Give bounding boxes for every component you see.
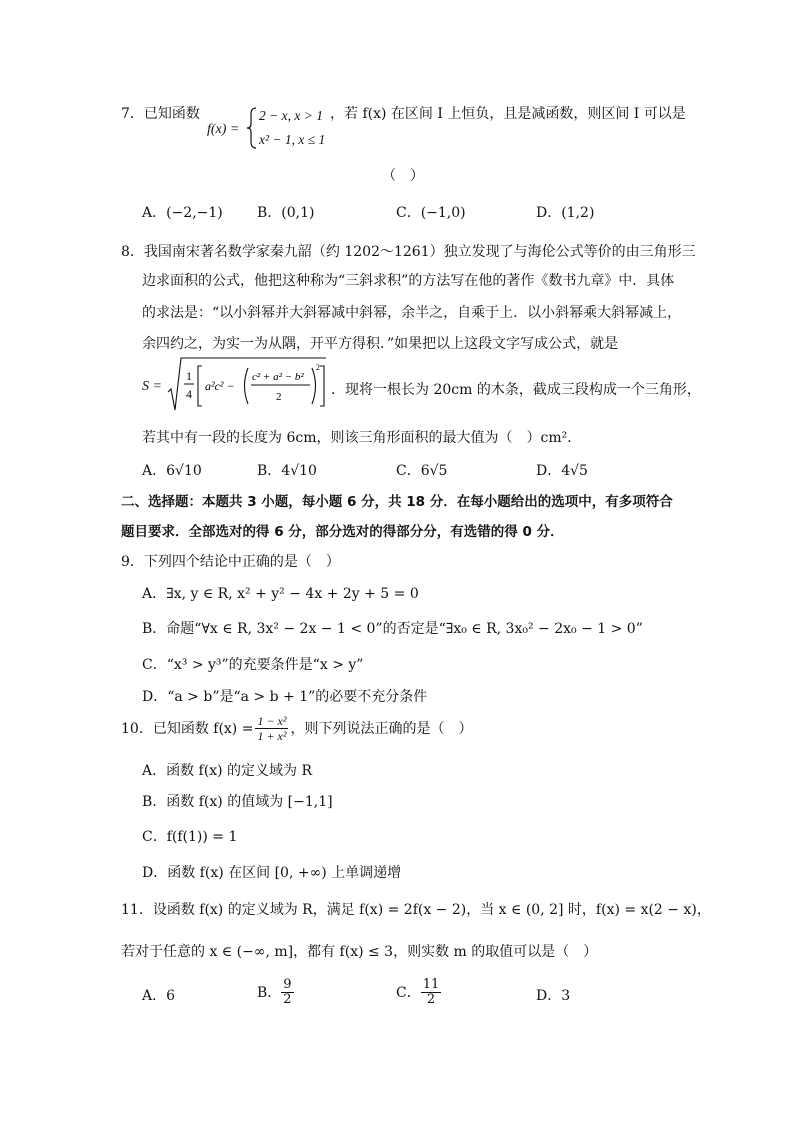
q10-frac-den: 1 + x² (257, 728, 287, 743)
q11-line2: 若对于任意的 x ∈ (−∞, m]，都有 f(x) ≤ 3，则实数 m 的取值可以是（ ） (121, 944, 598, 960)
q10-option-c: C．f(f(1)) = 1 (142, 829, 238, 845)
q7-stem-prefix: 7．已知函数 (121, 106, 200, 122)
q10-stem-prefix: 10．已知函数 f(x) = (121, 721, 254, 737)
q7-case2: x² − 1, x ≤ 1 (259, 132, 326, 147)
q10-stem-suffix: ，则下列说法正确的是（ ） (290, 721, 473, 737)
q7-option-a: A．(−2,−1) (142, 205, 223, 221)
q7-func-lhs: f(x) = (207, 122, 240, 137)
q11-option-b-frac (281, 978, 293, 1007)
q8-formula-tail: ．现将一根长为 20cm 的木条，截成三段构成一个三角形， (331, 382, 701, 398)
q7-case1: 2 − x, x > 1 (259, 108, 323, 123)
svg-text:a²c² −: a²c² − (205, 379, 235, 393)
q11-b-num: 9 (283, 976, 292, 992)
q10-frac-num: 1 − x² (257, 713, 287, 728)
q7-brace (246, 106, 258, 150)
q7-option-d: D．(1,2) (536, 205, 595, 221)
section-2-line2: 题目要求．全部选对的得 6 分，部分选对的得部分分，有选错的得 0 分． (121, 524, 564, 540)
svg-text:2: 2 (276, 391, 282, 403)
q11-option-b (257, 972, 294, 1012)
q9-option-d: D．“a > b”是“a > b + 1”的必要不充分条件 (142, 689, 428, 705)
q7-option-b: B．(0,1) (257, 205, 315, 221)
svg-text:1: 1 (186, 369, 192, 383)
q10-option-b: B．函数 f(x) 的值域为 [−1,1] (142, 794, 333, 810)
q9-option-c: C．“x³ > y³”的充要条件是“x > y” (142, 657, 364, 673)
q8-option-d: D．4√5 (536, 463, 588, 479)
q8-option-c: C．6√5 (396, 463, 448, 479)
q8-line3: 的求法是：“以小斜幂并大斜幂减中斜幂，余半之，自乘于上．以小斜幂乘大斜幂减上， (142, 305, 682, 321)
q11-option-c-frac (421, 978, 442, 1007)
q9-stem: 9．下列四个结论中正确的是（ ） (121, 554, 340, 570)
q11-c-den: 2 (426, 991, 436, 1007)
q8-line4: 余四约之，为实一为从隅，开平方得积．”如果把以上这段文字写成公式，就是 (142, 336, 619, 352)
q11-option-a: A．6 (142, 988, 176, 1004)
q10-fraction (255, 714, 288, 743)
q11-option-c-label: C． (396, 985, 421, 1001)
q8-line2: 边求面积的公式，他把这种称为“三斜求积”的方法写在他的著作《数书九章》中．具体 (142, 273, 675, 289)
q9-option-a: A．∃x, y ∈ R, x² + y² − 4x + 2y + 5 = 0 (142, 586, 419, 602)
q11-line1: 11．设函数 f(x) 的定义域为 R，满足 f(x) = 2f(x − 2)，当 x ∈ (0, 2] 时，f(x) = x(2 − x)， (121, 902, 711, 918)
q11-option-b-label: B． (257, 985, 282, 1001)
q9-option-b: B．命题“∀x ∈ R, 3x² − 2x − 1 < 0”的否定是“∃x₀ ∈ R, 3x₀² − 2x₀ − 1 > 0” (142, 621, 643, 637)
q11-b-den: 2 (283, 991, 292, 1007)
q11-c-num: 11 (422, 976, 440, 992)
q11-option-c (396, 972, 441, 1012)
svg-text:2: 2 (316, 363, 320, 372)
section-2-line1: 二、选择题：本题共 3 小题，每小题 6 分，共 18 分．在每小题给出的选项中，有多项符合 (121, 494, 673, 510)
q7-stem-mid: ，若 f(x) 在区间 I 上恒负，且是减函数，则区间 I 可以是 (330, 106, 686, 122)
q8-line1: 8．我国南宋著名数学家秦九韶（约 1202～1261）独立发现了与海伦公式等价的由三角形三 (121, 244, 696, 260)
q7-option-c: C．(−1,0) (396, 205, 466, 221)
svg-text:4: 4 (186, 387, 192, 401)
svg-text:c² + a² − b²: c² + a² − b² (252, 371, 304, 383)
q7-paren: （ ） (382, 168, 424, 184)
q10-option-a: A．函数 f(x) 的定义域为 R (142, 763, 313, 779)
q10-option-d: D．函数 f(x) 在区间 [0, +∞) 上单调递增 (142, 865, 402, 881)
q11-option-d: D．3 (536, 988, 571, 1004)
q8-option-b: B．4√10 (257, 463, 317, 479)
q8-line6: 若其中有一段的长度为 6cm，则该三角形面积的最大值为（ ）cm²． (142, 430, 582, 446)
q8-option-a: A．6√10 (142, 463, 202, 479)
q8-formula-lhs: S = (142, 379, 162, 394)
q8-formula (166, 356, 328, 414)
